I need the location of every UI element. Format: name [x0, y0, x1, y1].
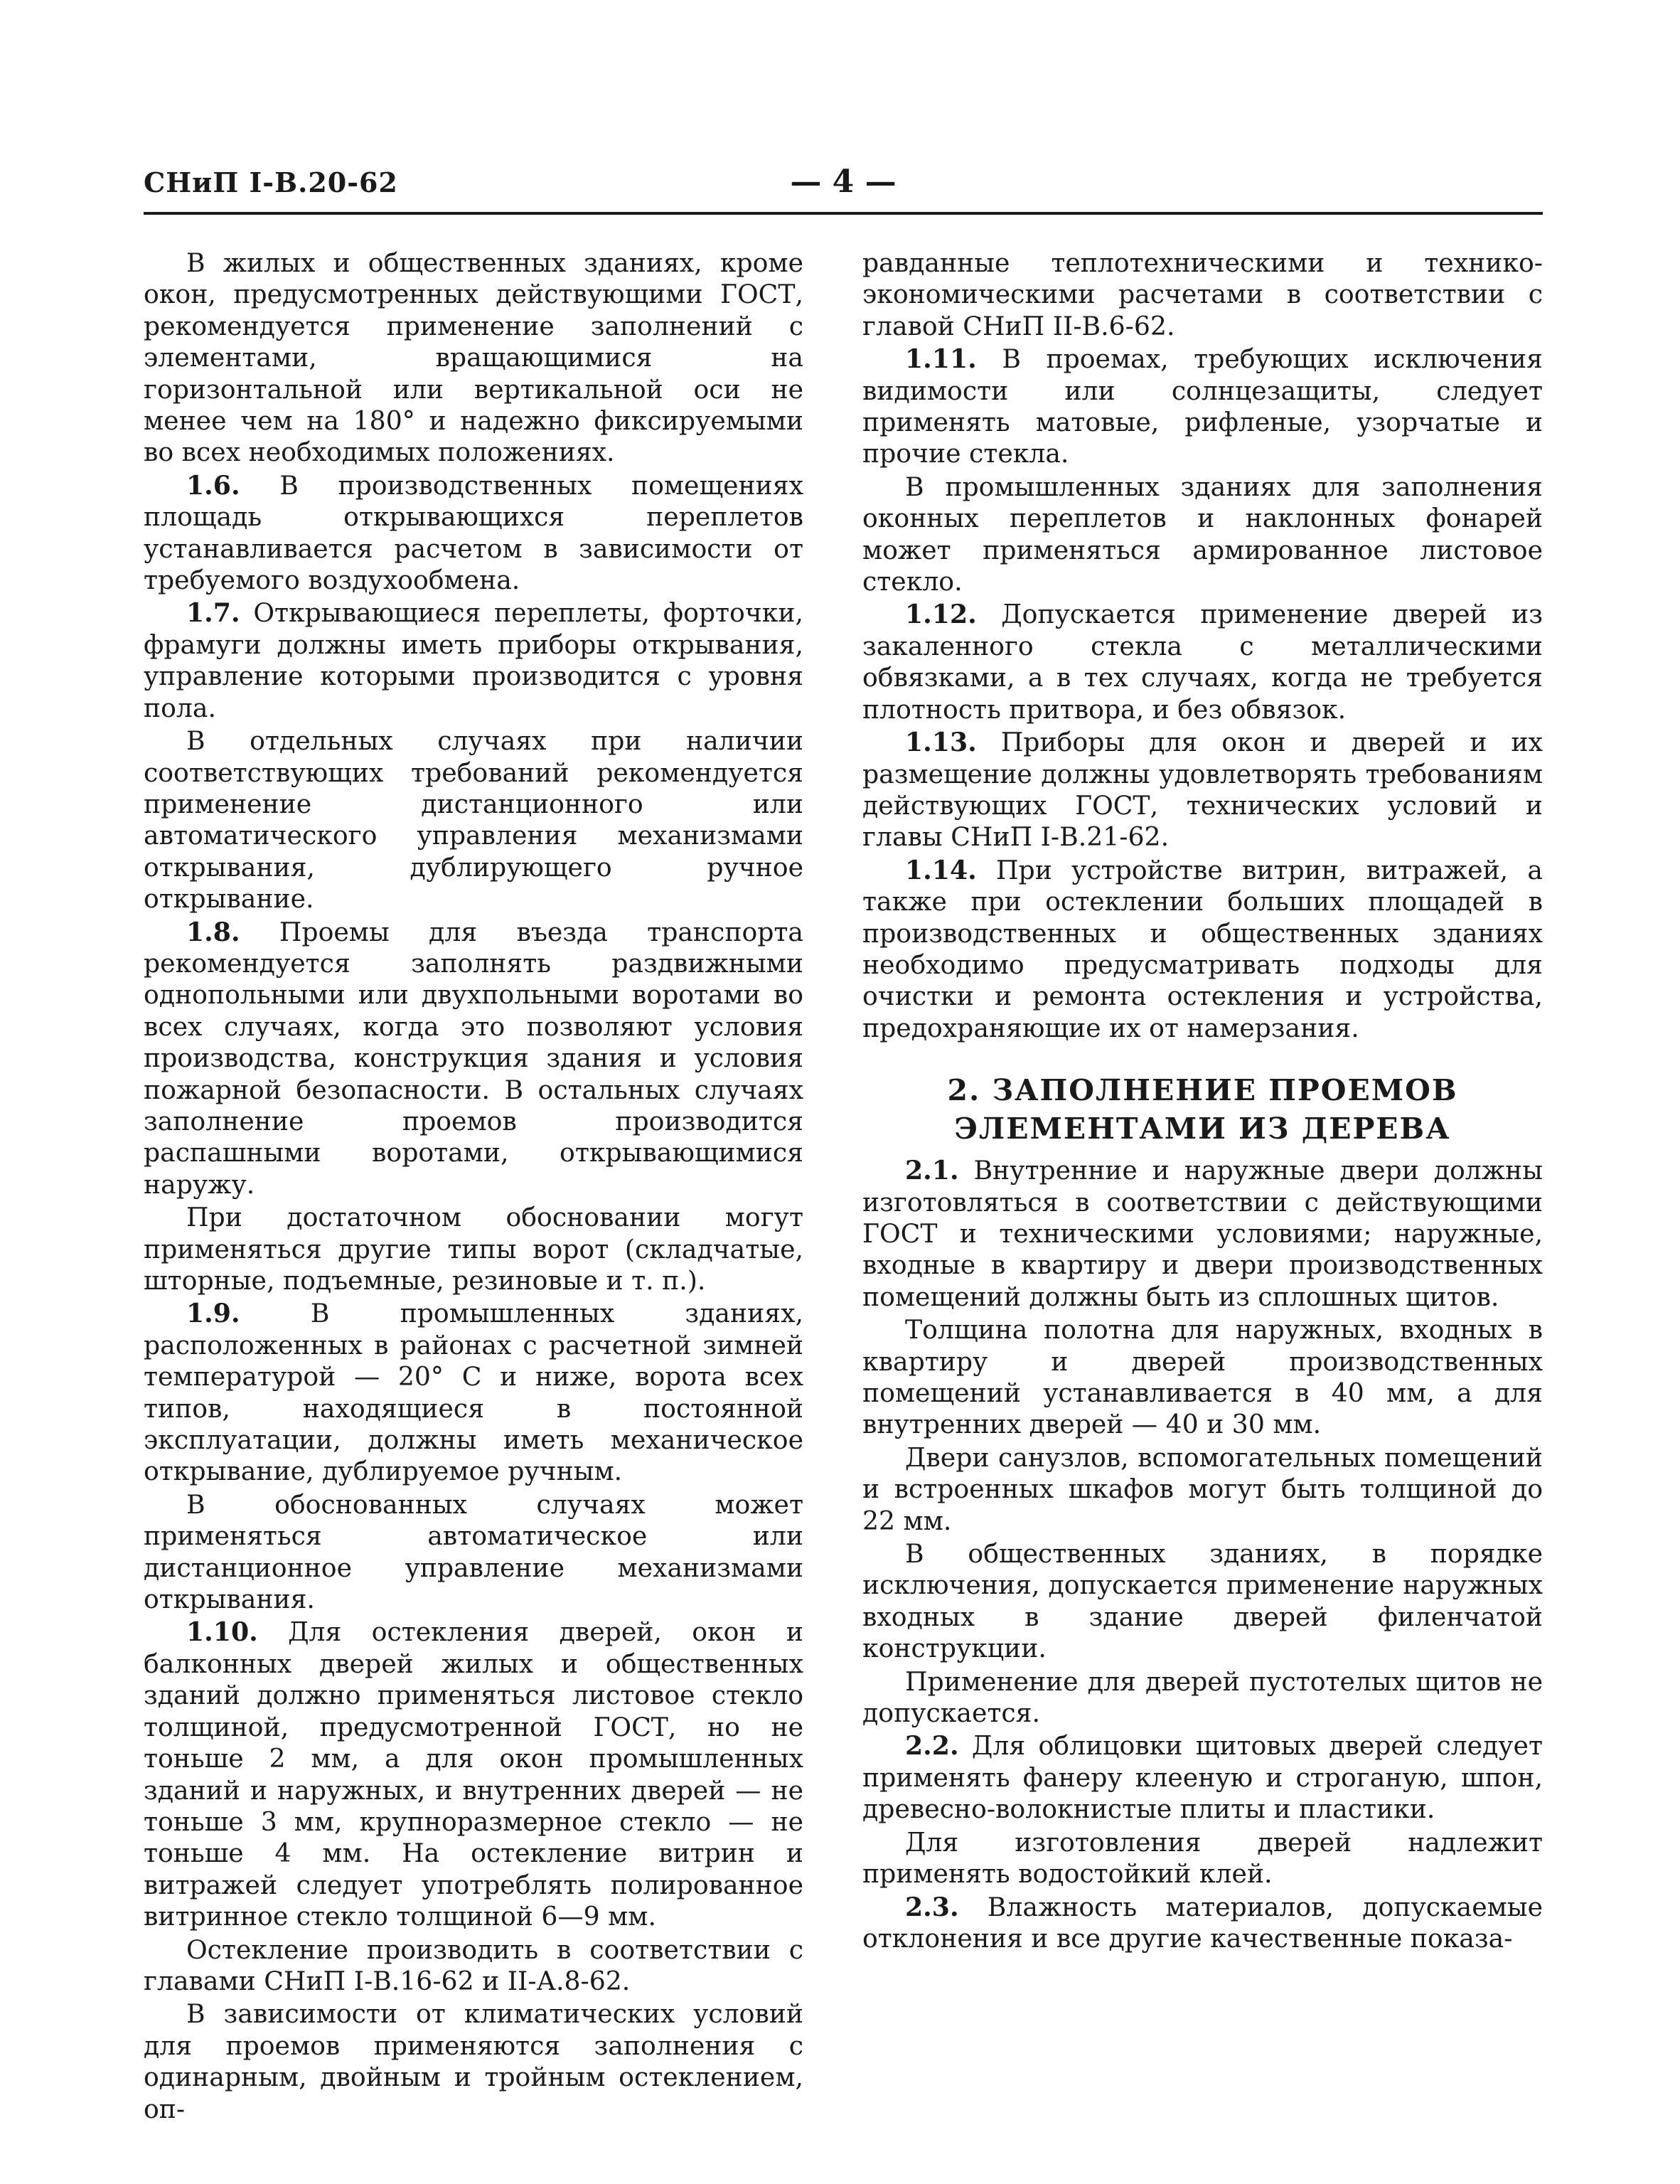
clause-number: 1.7.: [186, 597, 240, 629]
clause-number: 1.8.: [186, 916, 240, 947]
paragraph-text: В отдельных случаях при наличии соответствующих требований рекомендуется применение дистанционного или автоматического управления механизмами открывания, дублирующего ручное открывание.: [144, 725, 803, 915]
paragraph-text: Проемы для въезда транспорта рекомендуется заполнять раздвижными однопольными или двухпольными воротами во всех случаях, когда это позволяют условия производства, конструкция здания и условия пожарной безопасности. В остальных случаях заполнение проемов производится распашными воротами, открывающимися наружу.: [144, 916, 803, 1200]
paragraph-p2_1d: [862, 1538, 1543, 1665]
page-header: [144, 162, 1543, 215]
right-column: [862, 247, 1543, 1956]
paragraph-p2_1b: [862, 1314, 1543, 1441]
paragraph-text: Внутренние и наружные двери должны изготовляться в соответствии с действующими ГОСТ и техническими условиями; наружные, входные в квартиру и двери производственных помещений должны быть из сплошных щитов.: [862, 1155, 1543, 1312]
clause-number: 2.2.: [905, 1730, 959, 1762]
paragraph-text: В обоснованных случаях может применяться автоматическое или дистанционное управление механизмами открывания.: [144, 1488, 803, 1615]
paragraph-text: В промышленных зданиях, расположенных в районах с расчетной зимней температурой — 20° С и ниже, ворота всех типов, находящиеся в постоянной эксплуатации, должны иметь механическое открывание, дублируемое ручным.: [144, 1298, 803, 1487]
paragraph-p1_8: [144, 917, 803, 1201]
paragraph-text: равданные теплотехническими и технико-экономическими расчетами в соответствии с главой СНиП II-В.6-62.: [862, 247, 1543, 341]
paragraph-text: Для облицовки щитовых дверей следует применять фанеру клееную и строганую, шпон, древесно-волокнистые плиты и пластики.: [862, 1730, 1543, 1825]
clause-number: 1.12.: [905, 599, 977, 630]
paragraph-text: В общественных зданиях, в порядке исключения, допускается применение наружных входных в здание дверей филенчатой конструкции.: [862, 1538, 1543, 1664]
paragraph-p1_11b: [862, 472, 1543, 598]
paragraph-p1_11: [862, 343, 1543, 470]
paragraph-p1_8b: [144, 1202, 803, 1296]
paragraph-text: При достаточном обосновании могут применяться другие типы ворот (складчатые, шторные, подъемные, резиновые и т. п.).: [144, 1202, 803, 1296]
left-column: [144, 247, 803, 2126]
clause-number: 1.9.: [186, 1298, 240, 1329]
paragraph-p2_2b: [862, 1827, 1543, 1890]
paragraph-p1_7b: [144, 725, 803, 915]
paragraph-text: Приборы для окон и дверей и их размещение должны удовлетворять требованиям действующих ГОСТ, технических условий и главы СНиП I-В.21-62.: [862, 727, 1543, 853]
paragraph-text: Влажность материалов, допускаемые отклонения и все другие качественные показа-: [862, 1891, 1543, 1954]
page-number: — 4 —: [790, 164, 897, 200]
paragraph-text: В производственных помещениях площадь открывающихся переплетов устанавливается расчетом в зависимости от требуемого воздухообмена.: [144, 469, 803, 596]
clause-number: 1.11.: [905, 343, 977, 375]
paragraph-text: В промышленных зданиях для заполнения оконных переплетов и наклонных фонарей может применяться армированное листовое стекло.: [862, 471, 1543, 597]
paragraph-p2_2: [862, 1730, 1543, 1825]
section-title-line-1: 2. ЗАПОЛНЕНИЕ ПРОЕМОВ: [947, 1073, 1458, 1108]
paragraph-text: Толщина полотна для наружных, входных в квартиру и дверей производственных помещений устанавливается в 40 мм, а для внутренних дверей — 40 и 30 мм.: [862, 1314, 1543, 1440]
paragraph-p1_10b: [144, 1934, 803, 1998]
paragraph-p1_13: [862, 727, 1543, 853]
paragraph-p1: [144, 247, 803, 469]
clause-number: 2.1.: [905, 1155, 959, 1186]
section-title-line-2: ЭЛЕМЕНТАМИ ИЗ ДЕРЕВА: [954, 1112, 1451, 1146]
section-title: [862, 1071, 1543, 1148]
paragraph-text: В проемах, требующих исключения видимости или солнцезащиты, следует применять матовые, рифленые, узорчатые и прочие стекла.: [862, 343, 1543, 469]
paragraph-p1_9b: [144, 1489, 803, 1616]
paragraph-p2_1: [862, 1155, 1543, 1313]
paragraph-p1_10: [144, 1616, 803, 1932]
clause-number: 1.13.: [905, 727, 977, 758]
paragraph-p1_14: [862, 855, 1543, 1044]
paragraph-text: Допускается применение дверей из закаленного стекла с металлическими обвязками, а в тех случаях, когда не требуется плотность притвора, и без обвязок.: [862, 599, 1543, 725]
clause-number: 1.14.: [905, 854, 977, 885]
paragraph-p1_9: [144, 1298, 803, 1487]
paragraph-p2_1c: [862, 1442, 1543, 1537]
paragraph-p1_7: [144, 597, 803, 724]
paragraph-text: Двери санузлов, вспомогательных помещений и встроенных шкафов могут быть толщиной до 22 мм.: [862, 1442, 1543, 1536]
paragraph-p1_6: [144, 470, 803, 597]
clause-number: 2.3.: [905, 1891, 959, 1922]
document-code: СНиП I-В.20-62: [144, 166, 398, 198]
paragraph-text: Для изготовления дверей надлежит применять водостойкий клей.: [862, 1826, 1543, 1890]
paragraph-text: При устройстве витрин, витражей, а также при остеклении больших площадей в производственных и общественных зданиях необходимо предусматривать подходы для очистки и ремонта остекления и устройства, предохраняющие их от намерзания.: [862, 854, 1543, 1043]
paragraph-text: Для остекления дверей, окон и балконных дверей жилых и общественных зданий должно применяться листовое стекло толщиной, предусмотренной ГОСТ, но не тоньше 2 мм, а для окон промышленных зданий и наружных, и внутренних дверей — не тоньше 3 мм, крупноразмерное стекло — не тоньше 4 мм. На остекление витрин и витражей следует употреблять полированное витринное стекло толщиной 6—9 мм.: [144, 1616, 803, 1932]
paragraph-text: Применение для дверей пустотелых щитов не допускается.: [862, 1666, 1543, 1729]
paragraph-text: Открывающиеся переплеты, форточки, фрамуги должны иметь приборы открывания, управление которыми производится с уровня пола.: [144, 597, 803, 723]
paragraph-p2_3: [862, 1892, 1543, 1955]
paragraph-p2_1e: [862, 1666, 1543, 1730]
paragraph-text: В жилых и общественных зданиях, кроме окон, предусмотренных действующими ГОСТ, рекомендуется применение заполнений с элементами, вращающимися на горизонтальной или вертикальной оси не менее чем на 180° и надежно фиксируемыми во всех необходимых положениях.: [144, 247, 803, 468]
paragraph-p1_10c: [144, 1998, 803, 2125]
paragraph-r0: [862, 247, 1543, 342]
paragraph-text: В зависимости от климатических условий для проемов применяются заполнения с одинарным, двойным и тройным остеклением, оп-: [144, 1998, 803, 2124]
clause-number: 1.10.: [186, 1616, 258, 1648]
clause-number: 1.6.: [186, 469, 240, 501]
paragraph-p1_12: [862, 599, 1543, 725]
paragraph-text: Остекление производить в соответствии с главами СНиП I-В.16-62 и II-А.8-62.: [144, 1934, 803, 1996]
